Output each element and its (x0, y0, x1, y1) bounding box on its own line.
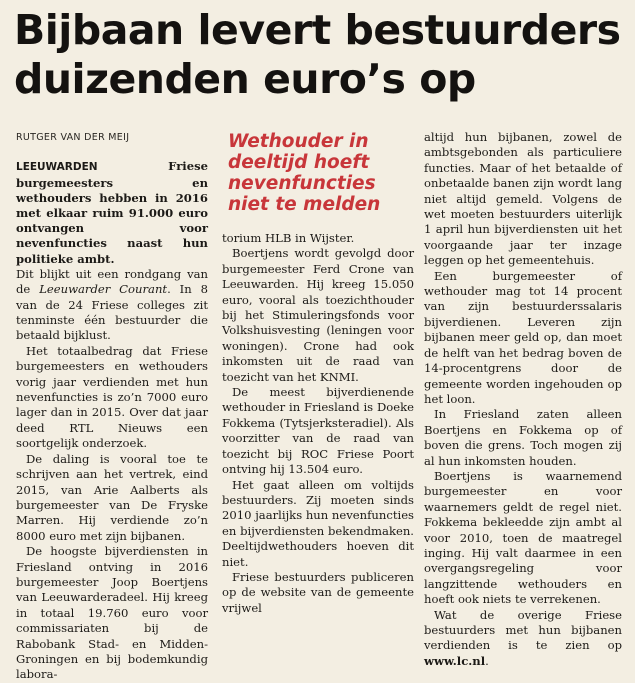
article-column-3 (424, 130, 622, 669)
byline: RUTGER VAN DER MEIJ (16, 132, 130, 143)
pull-quote: Wethouder in deeltijd hoeft nevenfuncties niet te melden (228, 131, 381, 215)
article-column-1 (16, 130, 208, 683)
paragraph: De hoogste bijverdiensten in Friesland ontving in 2016 burgemeester Joop Boertjens van Leeuwarderadeel. Hij kreeg in totaal 19.760 euro voor commissariaten bij de Rabobank Stad- en Midden-Groningen en bij bodemkundig labora- (16, 544, 208, 682)
paragraph-text: Wat de overige Friese bestuurders met hun bijbanen verdienden is te zien op (424, 607, 622, 653)
paragraph (424, 608, 622, 670)
paragraph: Friese bestuurders publiceren op de website van de gemeente vrijwel (222, 569, 414, 615)
newspaper-name: Leeuwarder Courant (39, 282, 168, 297)
article-column-2 (222, 131, 414, 616)
paragraph: Boertjens is waarnemend burgemeester en voor waarnemers geldt de regel niet. Fokkema bekleedde zijn ambt al voor 2010, toen de maatregel inging. Hij valt daarmee in een overgangsregeling voor langzittende wethouders en hoeft ook niets te verrekenen. (424, 468, 622, 607)
paragraph: Boertjens wordt gevolgd door burgemeester Ferd Crone van Leeuwarden. Hij kreeg 15.050 euro, vooral als toezichthouder bij het Stimuleringsfonds voor Volkshuisvesting (leningen voor woningen). Crone had ook inkomsten uit de raad van toezicht van het KNMI. (222, 246, 414, 384)
lead-paragraph (16, 159, 208, 266)
dateline: LEEUWARDEN (16, 161, 98, 174)
headline-line-1: Bijbaan levert bestuurders (14, 6, 621, 54)
paragraph-text: . (485, 653, 489, 668)
paragraph: Een burgemeester of wethouder mag tot 14 procent van zijn bestuurderssalaris bijverdienen. Leveren zijn bijbanen meer geld op, dan moet de helft van het bedrag boven de 14-procentgrens door de gemeente worden ingehouden op het loon. (424, 268, 622, 406)
website-link: www.lc.nl (424, 653, 486, 668)
paragraph: De daling is vooral toe te schrijven aan het vertrek, eind 2015, van Arie Aalberts als burgemeester van De Fryske Marren. Hij verdiende zo’n 8000 euro met zijn bijbanen. (16, 451, 208, 543)
headline (14, 6, 624, 104)
headline-line-2: duizenden euro’s op (14, 55, 476, 103)
paragraph-text: Dit blijkt uit een rondgang van de (16, 266, 208, 297)
paragraph: Het gaat alleen om voltijds bestuurders. Zij moeten sinds 2010 jaarlijks hun nevenfuncties en bijverdiensten bekendmaken. Deeltijdwethouders hoeven dit niet. (222, 477, 415, 569)
paragraph: De meest bijverdienende wethouder in Friesland is Doeke Fokkema (Tytsjerksteradiel). Als voorzitter van de raad van toezicht bij ROC Friese Poort ontving hij 13.504 euro. (222, 385, 414, 477)
paragraph: torium HLB in Wijster. (222, 231, 355, 245)
paragraph-text: . In 8 van de 24 Friese colleges zit tenminste één bestuurder die betaald bijklust. (16, 282, 208, 343)
lead-text: Friese burgemeesters en wethouders hebben in 2016 met elkaar ruim 91.000 euro ontvangen voor nevenfuncties naast hun politieke ambt. (16, 159, 208, 266)
paragraph: Het totaalbedrag dat Friese burgemeesters en wethouders vorig jaar verdienden met hun nevenfuncties is zo’n 7000 euro lager dan in 2015. Over dat jaar deed RTL Nieuws een soortgelijk onderzoek. (16, 343, 208, 451)
paragraph: altijd hun bijbanen, zowel de ambtsgebonden als particuliere functies. Maar of het betaalde of onbetaalde banen zijn wordt lang niet altijd gemeld. Volgens de wet moeten bestuurders uiterlijk 1 april hun bijverdiensten uit het voorgaande jaar ter inzage leggen op het gemeentehuis. (424, 130, 622, 268)
paragraph: In Friesland zaten alleen Boertjens en Fokkema op of boven die grens. Toch mogen zij al hun inkomsten houden. (424, 407, 622, 468)
paragraph (16, 267, 208, 344)
